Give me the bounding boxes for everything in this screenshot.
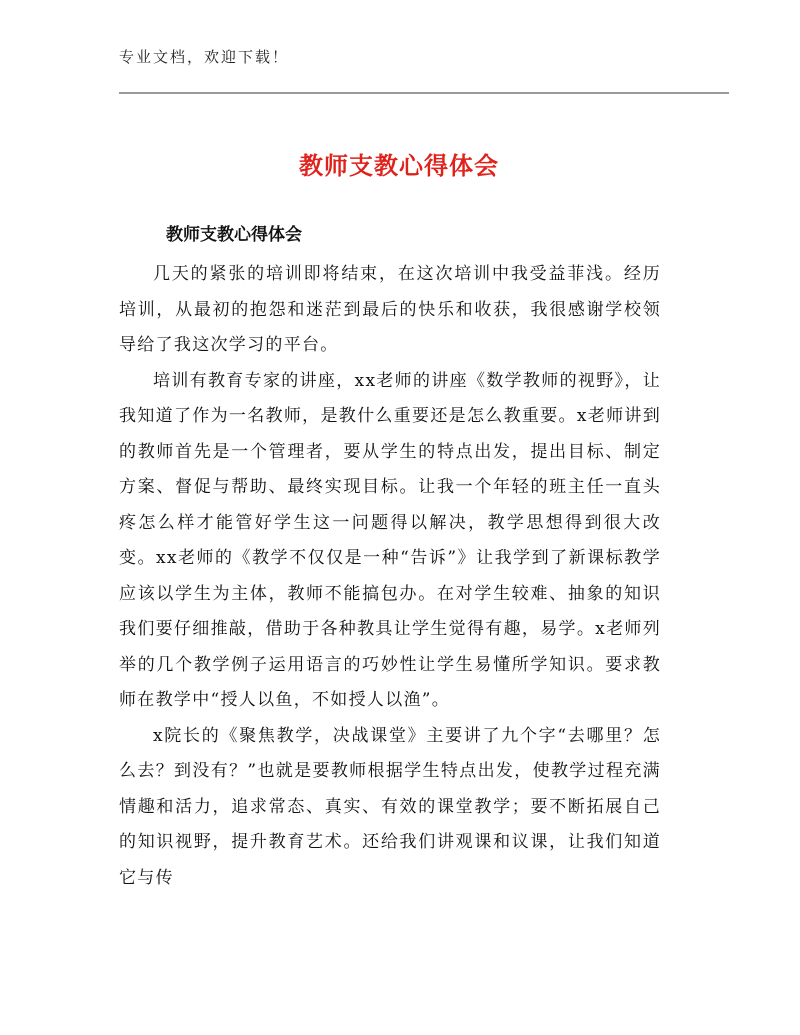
paragraph: x院长的《聚焦教学，决战课堂》主要讲了九个字“去哪里？怎么去？到没有？”也就是要教师根据学生特点出发，使教学过程充满情趣和活力，追求常态、真实、有效的课堂教学；要不断拓展自己的知识视野，提升教育艺术。还给我们讲观课和议课，让我们知道它与传	[119, 725, 661, 888]
document-title: 教师支教心得体会	[299, 152, 499, 180]
paragraph: 培训有教育专家的讲座，xx老师的讲座《数学教师的视野》，让我知道了作为一名教师，是教什么重要还是怎么教重要。x老师讲到的教师首先是一个管理者，要从学生的特点出发，提出目标、制定方案、督促与帮助、最终实现目标。让我一个年轻的班主任一直头疼怎么样才能管好学生这一问题得以解决，教学思想得到很大改变。xx老师的《教学不仅仅是一种“告诉”》让我学到了新课标教学应该以学生为主体，教师不能搞包办。在对学生较难、抽象的知识我们要仔细推敲，借助于各种教具让学生觉得有趣，易学。x老师列举的几个教学例子运用语言的巧妙性让学生易懂所学知识。要求教师在教学中“授人以鱼，不如授人以渔”。	[119, 370, 661, 710]
document-subtitle: 教师支教心得体会	[166, 225, 302, 245]
document-body	[119, 257, 661, 896]
page-header: 专业文档，欢迎下载！	[119, 48, 290, 66]
header-divider	[119, 92, 729, 94]
paragraph: 几天的紧张的培训即将结束，在这次培训中我受益菲浅。经历培训，从最初的抱怨和迷茫到最后的快乐和收获，我很感谢学校领导给了我这次学习的平台。	[119, 264, 661, 355]
